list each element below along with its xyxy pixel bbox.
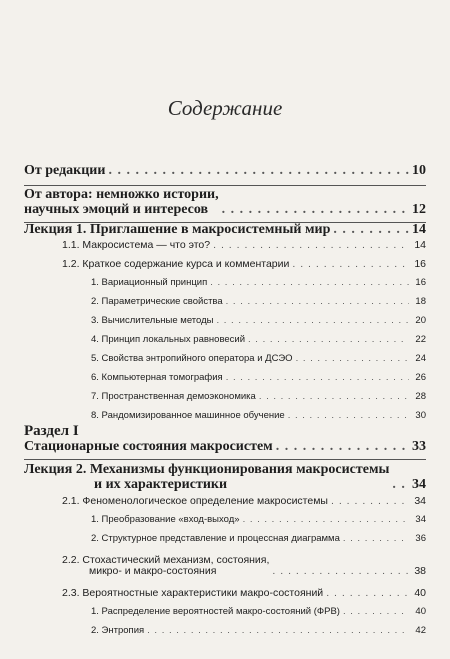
toc-entry-page: 14	[414, 239, 426, 251]
toc-entry-title: 1. Преобразование «вход-выход»	[91, 514, 240, 525]
toc-entry-title: 8. Рандомизированное машинное обучение	[91, 410, 285, 421]
toc-entry-page: 12	[412, 201, 426, 217]
toc-entry-page: 24	[415, 353, 426, 364]
leader-dots	[222, 203, 409, 218]
toc-entry-title: 3. Вычислительные методы	[91, 315, 214, 326]
toc-entry-page: 18	[415, 296, 426, 307]
toc-entry-title: 1.2. Краткое содержание курса и комментарии	[62, 258, 290, 270]
toc-entry-title: Стационарные состояния макросистем	[24, 439, 273, 454]
toc-entry-title: Лекция 1. Приглашение в макросистемный мир	[24, 222, 331, 237]
toc-entry-page: 22	[415, 334, 426, 345]
toc-entry-page: 40	[415, 606, 426, 617]
toc-entry-title: 2.3. Вероятностные характеристики макро-состояний	[62, 587, 324, 599]
page-title: Содержание	[167, 96, 283, 120]
toc-entry-page: 14	[412, 222, 426, 237]
toc-entry-1-2-1[interactable]	[91, 278, 426, 288]
toc-entry-page: 42	[415, 625, 426, 636]
toc-entry-2-1-2[interactable]	[91, 534, 426, 544]
section-rule	[24, 459, 426, 460]
toc-entry-title: 1. Вариационный принцип	[91, 277, 208, 288]
leader-dots	[226, 297, 409, 307]
leader-dots	[248, 335, 409, 345]
toc-entry-part-1[interactable]	[24, 440, 426, 455]
leader-dots	[276, 440, 409, 455]
toc-entry-2-1-1[interactable]	[91, 515, 426, 525]
toc-entry-page: 38	[414, 565, 426, 578]
toc-entry-lecture-2[interactable]	[24, 463, 426, 492]
toc-entry-editors-note[interactable]	[24, 164, 426, 179]
leader-dots	[331, 496, 409, 507]
toc-entry-1-2-5[interactable]	[91, 354, 426, 364]
toc-entry-page: 26	[415, 372, 426, 383]
leader-dots	[210, 278, 409, 288]
toc-entry-title: От автора: немножко истории,	[24, 187, 219, 202]
toc-entry-2-1[interactable]	[62, 496, 426, 507]
toc-entry-title: 2.1. Феноменологическое определение макросистемы	[62, 495, 328, 507]
toc-entry-title: От редакции	[24, 163, 106, 178]
leader-dots	[326, 588, 409, 599]
leader-dots	[259, 392, 409, 402]
toc-entry-title: 2.2. Стохастический механизм, состояния,	[62, 554, 270, 566]
leader-dots	[213, 240, 409, 251]
toc-entry-title: 1.1. Макросистема — что это?	[62, 239, 211, 251]
toc-entry-lecture-1[interactable]	[24, 223, 426, 238]
toc-entry-2-3[interactable]	[62, 588, 426, 599]
toc-entry-title: 2. Структурное представление и процессная диаграмма	[91, 533, 340, 544]
toc-entry-1-2-2[interactable]	[91, 297, 426, 307]
leader-dots	[343, 607, 409, 617]
toc-entry-page: 34	[414, 495, 426, 507]
toc-entry-1-2-8[interactable]	[91, 411, 426, 421]
toc-entry-1-2-7[interactable]	[91, 392, 426, 402]
toc-entry-title: 7. Пространственная демоэкономика	[91, 391, 256, 402]
toc-entry-page: 16	[414, 258, 426, 270]
leader-dots	[392, 478, 409, 493]
toc-entry-1-2-6[interactable]	[91, 373, 426, 383]
toc-entry-page: 33	[412, 439, 426, 454]
toc-entry-2-3-2[interactable]	[91, 626, 426, 636]
toc-entry-title: 6. Компьютерная томография	[91, 372, 223, 383]
leader-dots	[292, 259, 409, 270]
toc-entry-page: 16	[415, 277, 426, 288]
toc-entry-title-line2: научных эмоций и интересов	[24, 201, 209, 217]
leader-dots	[216, 316, 409, 326]
part-label: Раздел I	[24, 423, 79, 439]
toc-entry-title: 1. Распределение вероятностей макро-состояний (ФРВ)	[91, 606, 340, 617]
leader-dots	[108, 164, 409, 179]
toc-entry-title: 4. Принцип локальных равновесий	[91, 334, 246, 345]
toc-entry-page: 28	[415, 391, 426, 402]
leader-dots	[243, 515, 409, 525]
leader-dots	[226, 373, 409, 383]
leader-dots	[343, 534, 409, 544]
toc-entry-title: 2. Энтропия	[91, 625, 145, 636]
toc-entry-page: 40	[414, 587, 426, 599]
leader-dots	[296, 354, 409, 364]
toc-entry-author-note[interactable]	[24, 188, 426, 217]
toc-entry-title: 5. Свойства энтропийного оператора и ДСЭО	[91, 353, 293, 364]
toc-entry-1-2-3[interactable]	[91, 316, 426, 326]
toc-entry-title-line2: микро- и макро-состояния	[89, 565, 217, 578]
leader-dots	[147, 626, 409, 636]
toc-entry-1-1[interactable]	[62, 240, 426, 251]
toc-entry-2-3-1[interactable]	[91, 607, 426, 617]
toc-entry-page: 20	[415, 315, 426, 326]
toc-entry-2-2[interactable]	[62, 555, 426, 577]
leader-dots	[288, 411, 409, 421]
toc-entry-page: 34	[412, 476, 426, 492]
toc-entry-page: 30	[415, 410, 426, 421]
toc-entry-page: 10	[412, 163, 426, 178]
leader-dots	[333, 223, 409, 238]
leader-dots	[272, 566, 409, 577]
toc-entry-1-2-4[interactable]	[91, 335, 426, 345]
toc-entry-title: Лекция 2. Механизмы функционирования макросистемы	[24, 462, 390, 477]
section-rule	[24, 185, 426, 186]
toc-entry-title: 2. Параметрические свойства	[91, 296, 223, 307]
toc-entry-page: 36	[415, 533, 426, 544]
toc-entry-page: 34	[415, 514, 426, 525]
toc-entry-1-2[interactable]	[62, 259, 426, 270]
toc-entry-title-line2: и их характеристики	[94, 476, 228, 492]
